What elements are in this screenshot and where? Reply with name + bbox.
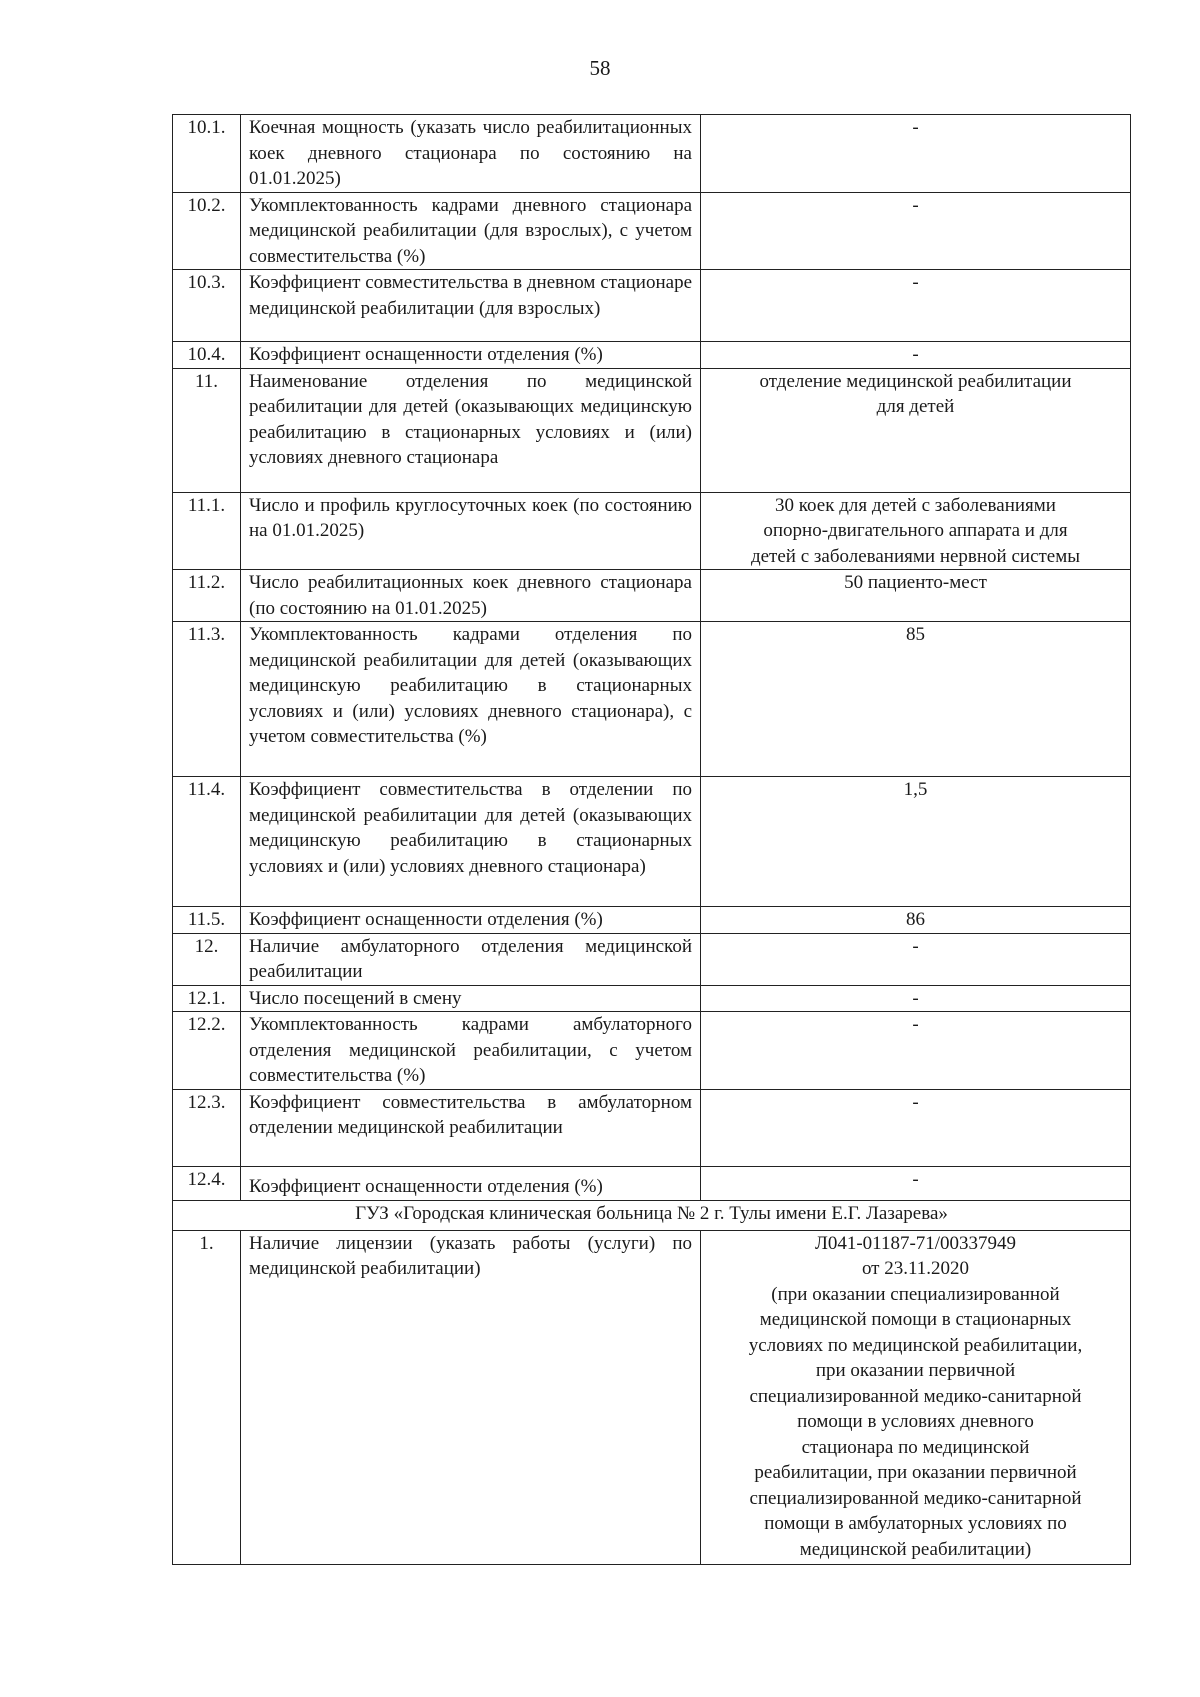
row-label: Укомплектованность кадрами отделения по медицинской реабилитации для детей (оказывающих медицинскую реабилитацию в стационарных условиях и (или) условиях дневного стационара), с учетом совместительства (%) — [241, 622, 701, 777]
row-label: Коэффициент оснащенности отделения (%) — [241, 907, 701, 934]
row-label: Укомплектованность кадрами дневного стационара медицинской реабилитации (для взрослых), с учетом совместительства (%) — [241, 192, 701, 270]
table-row — [173, 1089, 1131, 1166]
table-row — [173, 907, 1131, 934]
row-value: - — [701, 1012, 1131, 1090]
table-row — [173, 985, 1131, 1012]
row-label: Коэффициент оснащенности отделения (%) — [241, 342, 701, 369]
row-number: 11.2. — [173, 570, 241, 622]
row-value: Л041-01187-71/00337949 от 23.11.2020 (при оказании специализированной медицинской помощи в стационарных условиях по медицинской реабилитации, при оказании первичной специализированной медико-санитарной помощи в условиях дневного стационара по медицинской реабилитации, при оказании первичной специализированной медико-санитарной помощи в амбулаторных условиях по медицинской реабилитации) — [701, 1230, 1131, 1564]
row-number: 12. — [173, 933, 241, 985]
row-label: Коэффициент оснащенности отделения (%) — [241, 1166, 701, 1200]
org-header-row — [173, 1200, 1131, 1230]
row-value: - — [701, 1089, 1131, 1166]
table-row — [173, 1012, 1131, 1090]
row-label: Наименование отделения по медицинской реабилитации для детей (оказывающих медицинскую реабилитацию в стационарных условиях и (или) условиях дневного стационара — [241, 368, 701, 492]
row-number: 11.5. — [173, 907, 241, 934]
table-row — [173, 622, 1131, 777]
table-row — [173, 1166, 1131, 1200]
row-value: - — [701, 270, 1131, 342]
row-label: Число реабилитационных коек дневного стационара (по состоянию на 01.01.2025) — [241, 570, 701, 622]
table-row — [173, 368, 1131, 492]
row-label: Коэффициент совместительства в дневном стационаре медицинской реабилитации (для взрослых) — [241, 270, 701, 342]
row-number: 12.1. — [173, 985, 241, 1012]
table-row — [173, 342, 1131, 369]
row-number: 10.4. — [173, 342, 241, 369]
row-value: - — [701, 115, 1131, 193]
row-value: 86 — [701, 907, 1131, 934]
organization-title: ГУЗ «Городская клиническая больница № 2 г. Тулы имени Е.Г. Лазарева» — [173, 1200, 1131, 1230]
table-row — [173, 1230, 1131, 1564]
table-row — [173, 115, 1131, 193]
row-number: 10.2. — [173, 192, 241, 270]
row-number: 11.3. — [173, 622, 241, 777]
row-number: 11. — [173, 368, 241, 492]
table-row — [173, 570, 1131, 622]
row-label: Число и профиль круглосуточных коек (по состоянию на 01.01.2025) — [241, 492, 701, 570]
row-label: Укомплектованность кадрами амбулаторного отделения медицинской реабилитации, с учетом совместительства (%) — [241, 1012, 701, 1090]
row-value: 1,5 — [701, 777, 1131, 907]
row-value: 50 пациенто-мест — [701, 570, 1131, 622]
row-number: 12.4. — [173, 1166, 241, 1200]
row-number: 12.2. — [173, 1012, 241, 1090]
row-label: Число посещений в смену — [241, 985, 701, 1012]
table-row — [173, 777, 1131, 907]
table-row — [173, 270, 1131, 342]
row-value: 30 коек для детей с заболеваниями опорно-двигательного аппарата и для детей с заболеваниями нервной системы — [701, 492, 1131, 570]
row-value: - — [701, 985, 1131, 1012]
row-label: Наличие лицензии (указать работы (услуги) по медицинской реабилитации) — [241, 1230, 701, 1564]
row-label: Коэффициент совместительства в отделении по медицинской реабилитации для детей (оказывающих медицинскую реабилитацию в стационарных условиях и (или) условиях дневного стационара) — [241, 777, 701, 907]
row-number: 10.3. — [173, 270, 241, 342]
row-number: 1. — [173, 1230, 241, 1564]
row-number: 11.4. — [173, 777, 241, 907]
table-row — [173, 192, 1131, 270]
row-value: - — [701, 192, 1131, 270]
row-value: - — [701, 342, 1131, 369]
row-number: 11.1. — [173, 492, 241, 570]
row-label: Наличие амбулаторного отделения медицинской реабилитации — [241, 933, 701, 985]
row-number: 12.3. — [173, 1089, 241, 1166]
table-row — [173, 492, 1131, 570]
rehabilitation-table — [172, 114, 1131, 1565]
row-value: отделение медицинской реабилитации для детей — [701, 368, 1131, 492]
row-value: - — [701, 1166, 1131, 1200]
page-number: 58 — [589, 56, 611, 80]
row-number: 10.1. — [173, 115, 241, 193]
row-label: Коэффициент совместительства в амбулаторном отделении медицинской реабилитации — [241, 1089, 701, 1166]
row-value: - — [701, 933, 1131, 985]
row-label: Коечная мощность (указать число реабилитационных коек дневного стационара по состоянию на 01.01.2025) — [241, 115, 701, 193]
row-value: 85 — [701, 622, 1131, 777]
table-row — [173, 933, 1131, 985]
